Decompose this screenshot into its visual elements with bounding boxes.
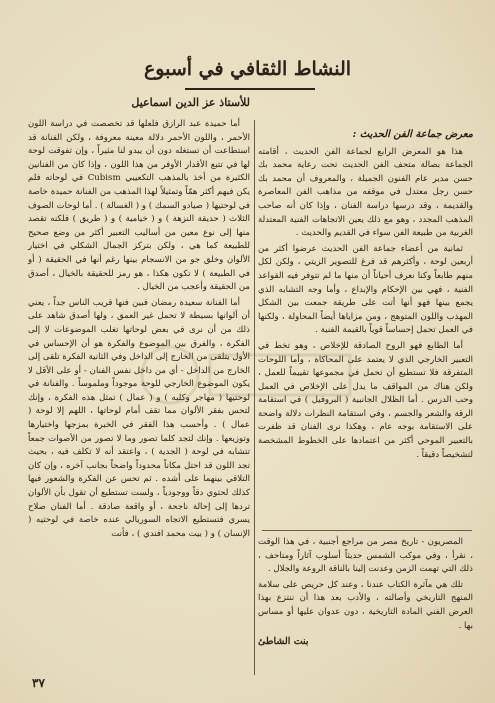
title-underline — [185, 88, 315, 90]
section-heading: معرض جماعة الفن الحديث : — [352, 129, 473, 140]
exhibition-column — [258, 128, 473, 464]
section-separator — [262, 530, 472, 531]
article-paragraph: أما الفنانة سعيدة رمضان فبين فنها قريب الناس جداً ، يعني أن ألوانها بسيطة لا تحمل غير العمق ، ولها أصدق شاهد على ذلك من أن نرى في بعض لوحاتها تغلب الموضوعات لا إلى الفكرة ، والفرق بين الموضوع والفكرة هو أن الإحساس في الأول يتلقى من الخارج إلى الداخل وفي الثانية الفكرة تلقى إلى الخارج من الداخل - أي من داخل نفس الفنان - أو على الأقل لا يكون الموضوع الخارجي للوحة موجوداً وملموساً . والفنانة في لوحتيها ( مهاجر وكلبه ) و ( عمال ) تمثل هذه الفكرة ، وإنك لتحس بفقر الألوان مما تقف أمام لوحاتها ، اللهم إلا لوحة ( عمال ) . وأحسب هذا الفقر في الخبرة بمزجها واختيارها وتوزيعها . وإنك لتجد كلما تصور وما لا تصور من الأصوات جمعاً تتشابه في لوحة ( الجدية ) ، واعتقد أنه لا تكلف فيه ، بحيث تجد اللون قد احتل مكاناً محدوداً واضحاً بجانب آخره ، وإن كان التلاقي بينهما على أشده . ثم تحس عن الفكرة والشعور فيها كذلك لحتوي دقاً ووجودياً ، ولست تستطيع أن تقول بأن الألوان تردها إلى إحالة ناجحة ، أو واقعة صادقة . أما الفنان صلاح يسري فتستطيع الاتجاه السوريالي عنده خاصة في لوحتيه ( الإنسان ) و ( بيت محمد افندي ) ، فأنت — [28, 297, 250, 539]
exhibition-paragraph: أما الطابع فهو الروح الصادقة للإخلاص ، وهو تخط في التعبير الخارجي الذي لا يعتمد على المحاكاة ، وأما اللوحات المتفرقة فلا تستطيع أن تحمل في مجموعها تقييماً للعمل ، ولكن هناك من المواقف ما يدل على الإخلاص في العمل وحب الدرس . أما الظلال الجانبية ( البروفيل ) في استقامة الرقة والشعر والجسم ، وفي استقامة النظرات دلالة واضحة على الاستقامة بوجه عام ، وهكذا نرى الفنان قد ظفرت بالتعبير الموحي أكثر من اعتمادها على الخطوط المشخصة لتشخيصاً دقيقاً . — [258, 340, 473, 460]
exhibition-paragraph: ثمانية من أعضاء جماعة الفن الحديث عرضوا أكثر من أربعين لوحة ، وأكثرهم قد فرغ للتصوير الزيتي ، ولكن لكل منهم طابعاً وكنا نعرف أحياناً أن منها ما لم تتوفر فيه القواعد الفنية ، فهي بين الإحكام والإبداع ، وأما وجه التشابه الذي يجمع بينها فهو أنها أتت على طريقة جمعت بين الشكل المهذب واللون المتوهج ، ومن مزاياها أيضاً المحاولة ، ولكنها في العمل تحمل إحساساً قوياً بالقيمة الفنية . — [258, 243, 473, 336]
trailer-column — [258, 536, 473, 649]
trailer-paragraph: المصريون - تاريخ مصر من مراجع أجنبية ، في هذا الوقت ، نقرأ ، وفي موكب الشمس حديثاً أسلوب آثاراً ومتاحف ، ذلك التي تهمت الزمن وعدنت إلينا بالناقة الروعة والجلال . — [258, 537, 473, 575]
article-column — [28, 118, 250, 543]
page-title: النشاط الثقافي في أسبوع — [143, 58, 352, 80]
trailer-paragraph: تلك هي مآثرة الكتاب عندنا ، وعند كل حريص على سلامة المنهج التاريخي وأصالته ، والأدب بعد هذا أن ننتزع بهذا العرض الفني المادة التاريخية ، دون عدوان عليها أو مساس بها . — [258, 579, 473, 631]
column-divider — [254, 120, 255, 675]
exhibition-paragraph: هذا هو المعرض الرابع لجماعة الفن الحديث ، أقامته الجماعة بصالة متحف الفن الحديث تحت رعاية محمد بك حسن مدير عام الفنون الجميلة ، والمعروف أن محمد بك حسن رجل معتدل في موقفه من مذاهب الفن المعاصرة والقديمة ، وقد درسها دراسة الفنان ، وإذا كان أنه صاحب المذهب المجدد ، وهو مع ذلك يعين الاتجاهات الفنية المعتدلة الغربية من طبيعة الفن سواء في القديم والحديث . — [258, 146, 473, 239]
author-signature: بنت الشاطئ — [258, 636, 309, 648]
article-paragraph: أما حميدة عبد الرازق فلعلها قد تخصصت في دراسة اللون الأحمر ، واللون الأحمر دلالة معينة معروفة ، ولكن الفنانة قد استطاعت أن تستغله دون أن يبدو لنا مثيراً ، وإن تفوقت لوحة لها في تتبع الأقدار الأوفر من هذا اللون ، وإذا كان من الفنانين الكثيرة من أخذ بالمذهب التكعيبي Cubism في لوحاته فلم يكن فيهم أكثر همّاً وتمثيلاً لهذا المذهب من الفنانة حميدة خاصة في لوحتيها ( صيادو السمك ) و ( الغسالة ) . أما لوحات الصوف الثلاث ( حديقة النزهة ) و ( خيامية ) و ( طريق ) فلكنه تقصد منها إلى نوع معين من أساليب التعبير أكثر من وضع صحيح للطبيعة كما هي ، ولكن بتركز الجمال الشكلي في اختيار الألوان وخلق جو من الانسجام بينها رغم أنها في الحقيقة ( أو في الطبيعة ) لا تكون هكذا ، هو رمز للحقيقة بالخيال ، أصدق من الحقيقة وأعجب من الخيال . — [28, 119, 250, 293]
page-number: ٣٧ — [32, 676, 45, 690]
article-byline: للأستاذ عز الدين اسماعيل — [131, 96, 250, 109]
